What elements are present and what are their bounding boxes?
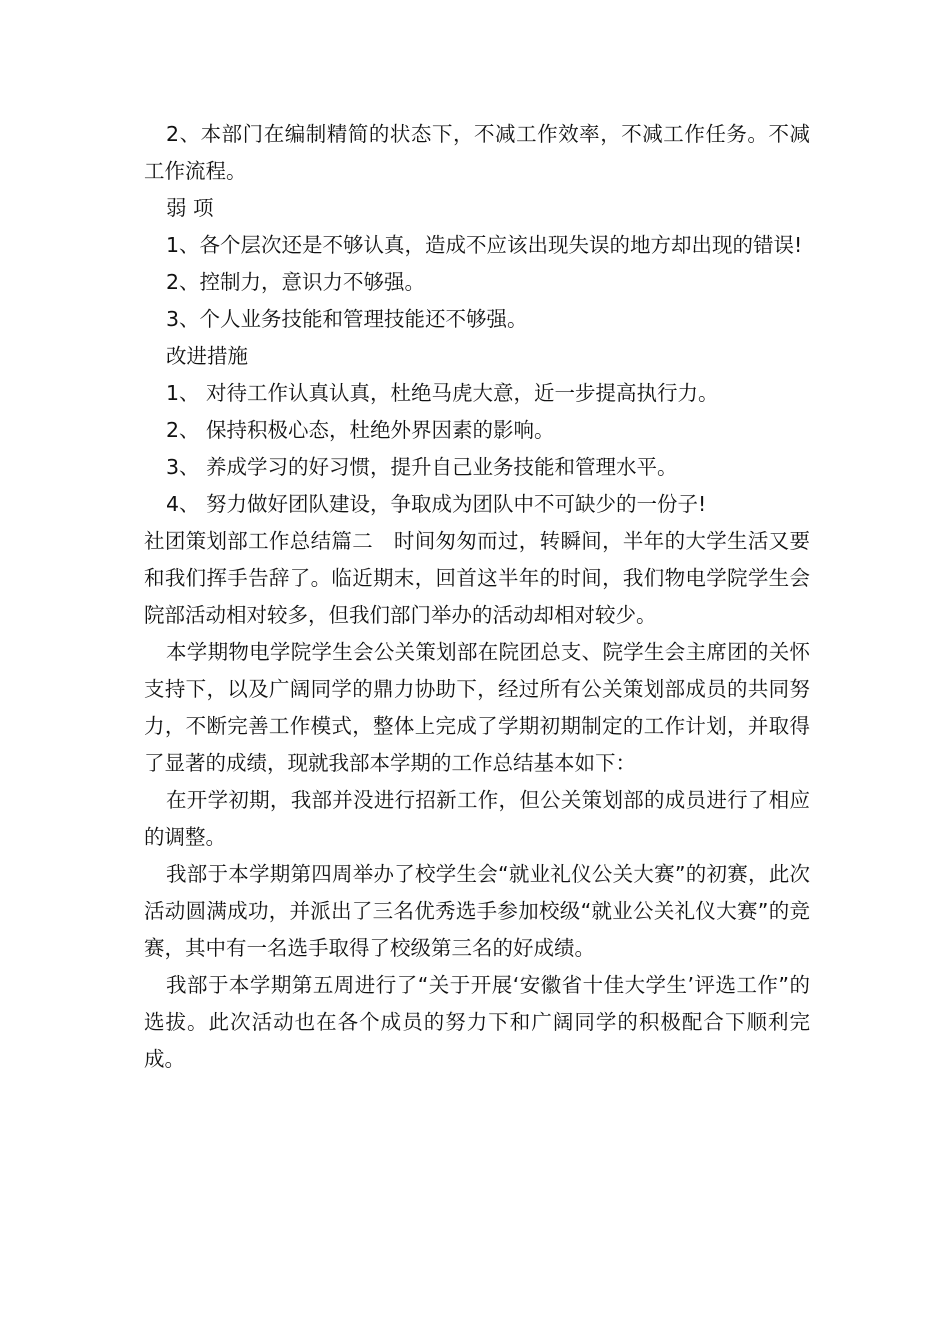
paragraph-student-selection: 我部于本学期第五周进行了“关于开展‘安徽省十佳大学生’评选工作”的选拔。此次活动也在各个成员的努力下和广阔同学的积极配合下顺利完成。 [144, 973, 810, 1071]
paragraph-improvement-3: 3、 养成学习的好习惯，提升自己业务技能和管理水平。 [166, 455, 678, 479]
paragraph-semester-summary: 本学期物电学院学生会公关策划部在院团总支、院学生会主席团的关怀支持下，以及广阔同学的鼎力协助下，经过所有公关策划部成员的共同努力，不断完善工作模式，整体上完成了学期初期制定的工作计划，并取得了显著的成绩，现就我部本学期的工作总结基本如下： [144, 640, 810, 775]
paragraph-improvement-2: 2、 保持积极心态，杜绝外界因素的影响。 [166, 418, 555, 442]
paragraph-improvement-4: 4、 努力做好团队建设，争取成为团队中不可缺少的一份子! [166, 492, 707, 516]
paragraph-strength-2: 2、本部门在编制精简的状态下，不减工作效率，不减工作任务。不减工作流程。 [144, 122, 810, 183]
heading-weaknesses: 弱 项 [166, 196, 214, 220]
paragraph-recruitment: 在开学初期，我部并没进行招新工作，但公关策划部的成员进行了相应的调整。 [144, 788, 810, 849]
paragraph-weakness-1: 1、各个层次还是不够认真，造成不应该出现失误的地方却出现的错误! [166, 233, 803, 257]
paragraph-weakness-2: 2、控制力，意识力不够强。 [166, 270, 426, 294]
paragraph-weakness-3: 3、个人业务技能和管理技能还不够强。 [166, 307, 528, 331]
paragraph-part-two-intro: 社团策划部工作总结篇二 时间匆匆而过，转瞬间，半年的大学生活又要和我们挥手告辞了。临近期末，回首这半年的时间，我们物电学院学生会院部活动相对较多，但我们部门举办的活动却相对较少。 [144, 529, 810, 627]
paragraph-etiquette-contest: 我部于本学期第四周举办了校学生会“就业礼仪公关大赛”的初赛，此次活动圆满成功，并派出了三名优秀选手参加校级“就业公关礼仪大赛”的竞赛，其中有一名选手取得了校级第三名的好成绩。 [144, 862, 810, 960]
document-body [144, 116, 810, 1078]
heading-improvements: 改进措施 [166, 344, 248, 368]
paragraph-improvement-1: 1、 对待工作认真认真，杜绝马虎大意，近一步提高执行力。 [166, 381, 719, 405]
